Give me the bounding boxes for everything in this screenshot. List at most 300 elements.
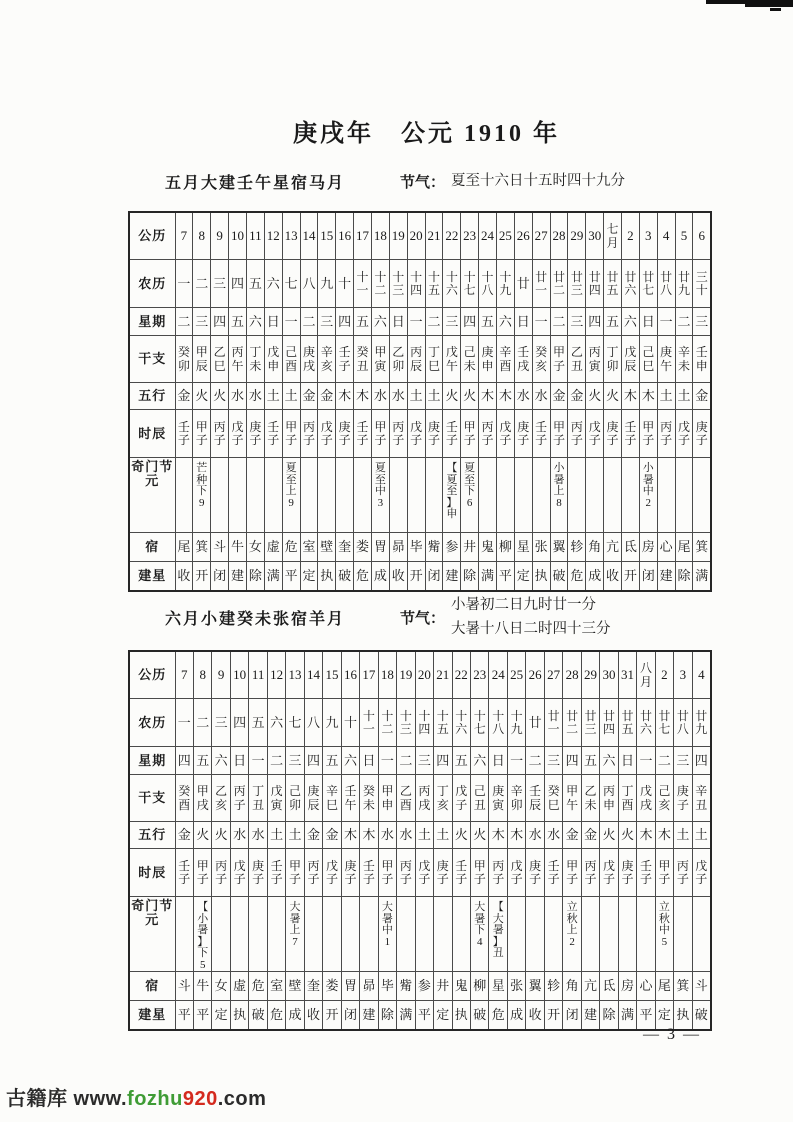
- cell-qimen: [655, 897, 673, 972]
- vertical-text: 丙 子: [570, 419, 583, 447]
- vertical-text: 廿 七: [642, 269, 655, 297]
- cell-ganzhi: [471, 775, 489, 822]
- jieqi-label-2: 节气：: [400, 611, 446, 628]
- cell-shichen: [434, 849, 452, 897]
- cell-nongli: [618, 699, 636, 747]
- row-ganzhi: [129, 336, 711, 383]
- cell-jianxing: 建: [360, 1001, 378, 1031]
- cell-ganzhi: [175, 336, 193, 383]
- cell-wuxing: 火: [452, 822, 470, 849]
- vertical-text: 壬 子: [445, 419, 458, 447]
- cell-jianxing: 定: [514, 562, 532, 592]
- cell-xingqi: 三: [693, 308, 711, 336]
- cell-ganzhi: [323, 775, 341, 822]
- cell-wuxing: 火: [193, 383, 211, 410]
- vertical-text: 十 九: [510, 708, 523, 736]
- row-label-ganzhi: 干支: [129, 775, 175, 822]
- cell-wuxing: 土: [286, 822, 304, 849]
- cell-ganzhi: [532, 336, 550, 383]
- cell-xingqi: 六: [496, 308, 514, 336]
- vertical-text: 庚 子: [427, 419, 440, 447]
- cell-qimen: [246, 458, 264, 533]
- cell-gongli: 8: [193, 651, 211, 699]
- vertical-text: 丙 寅: [588, 345, 601, 373]
- cell-jianxing: 开: [621, 562, 639, 592]
- vertical-text: 丙 子: [302, 419, 315, 447]
- cell-xingqi: 二: [526, 747, 544, 775]
- vertical-text: 庚 戌: [302, 345, 315, 373]
- vertical-text: 丁 未: [249, 345, 262, 373]
- cell-wuxing: 金: [304, 822, 322, 849]
- cell-shichen: [211, 410, 229, 458]
- cell-gongli: 30: [586, 212, 604, 260]
- cell-shichen: [568, 410, 586, 458]
- vertical-text: 庚 寅: [492, 784, 505, 812]
- cell-nongli: [354, 260, 372, 308]
- cell-wuxing: 土: [267, 822, 285, 849]
- cell-xingqi: 日: [639, 308, 657, 336]
- vertical-text: 丁 亥: [436, 784, 449, 812]
- vertical-text: 庚 子: [436, 858, 449, 886]
- cell-ganzhi: [479, 336, 497, 383]
- cell-shichen: [336, 410, 354, 458]
- cell-gongli: 18: [378, 651, 396, 699]
- cell-shichen: [249, 849, 267, 897]
- cell-qimen: [407, 458, 425, 533]
- cell-jianxing: 危: [489, 1001, 507, 1031]
- cell-gongli: 27: [544, 651, 562, 699]
- vertical-text: 庚 辰: [307, 784, 320, 812]
- row-wuxing: [129, 822, 711, 849]
- cell-nongli: [563, 699, 581, 747]
- vertical-text: 丁 卯: [606, 345, 619, 373]
- vertical-text: 庚 子: [252, 858, 265, 886]
- cell-wuxing: 木: [479, 383, 497, 410]
- cell-gongli: 31: [618, 651, 636, 699]
- cell-xingqi: 五: [193, 747, 211, 775]
- cell-shichen: [264, 410, 282, 458]
- vertical-text: 戊 子: [603, 858, 616, 886]
- cell-jianxing: 执: [452, 1001, 470, 1031]
- vertical-text: 壬 子: [270, 858, 283, 886]
- vertical-text: 己 丑: [473, 784, 486, 812]
- vertical-text: 十 四: [418, 708, 431, 736]
- cell-gongli: 7: [175, 651, 193, 699]
- cell-gongli: 28: [563, 651, 581, 699]
- cell-xiu: 轸: [568, 533, 586, 562]
- cell-jianxing: 破: [692, 1001, 711, 1031]
- vertical-text: 甲 子: [552, 345, 565, 373]
- vertical-text: 戊 子: [231, 419, 244, 447]
- cell-xingqi: 六: [600, 747, 618, 775]
- cell-shichen: [693, 410, 711, 458]
- cell-xingqi: 一: [407, 308, 425, 336]
- cell-ganzhi: [526, 775, 544, 822]
- vertical-text: 廿 三: [584, 708, 597, 736]
- vertical-text: 丙 申: [603, 784, 616, 812]
- cell-shichen: [341, 849, 359, 897]
- cell-qimen: [604, 458, 622, 533]
- cell-wuxing: 金: [300, 383, 318, 410]
- cell-wuxing: 土: [657, 383, 675, 410]
- cell-xingqi: 六: [471, 747, 489, 775]
- cell-gongli: 17: [360, 651, 378, 699]
- month-caption-1: 五月大建壬午星宿马月: [165, 175, 346, 193]
- cell-qimen: [389, 458, 407, 533]
- cell-ganzhi: [175, 775, 193, 822]
- cell-nongli: [397, 699, 415, 747]
- cell-xingqi: 二: [550, 308, 568, 336]
- cell-xingqi: 日: [360, 747, 378, 775]
- cell-ganzhi: [639, 336, 657, 383]
- cell-xiu: 毕: [407, 533, 425, 562]
- vertical-text: 癸 卯: [177, 345, 190, 373]
- cell-gongli: 6: [693, 212, 711, 260]
- cell-ganzhi: [282, 336, 300, 383]
- cell-xiu: 轸: [544, 972, 562, 1001]
- cell-wuxing: 土: [415, 822, 433, 849]
- cell-qimen: [550, 458, 568, 533]
- cell-shichen: [175, 410, 193, 458]
- cell-gongli: 20: [415, 651, 433, 699]
- cell-qimen: [378, 897, 396, 972]
- cell-shichen: [655, 849, 673, 897]
- cell-jianxing: 收: [389, 562, 407, 592]
- vertical-text: 丙 子: [492, 858, 505, 886]
- cell-shichen: [286, 849, 304, 897]
- vertical-text: 丙 辰: [410, 345, 423, 373]
- cell-jianxing: 满: [479, 562, 497, 592]
- cell-gongli: 12: [267, 651, 285, 699]
- row-label-xiu: 宿: [129, 533, 175, 562]
- row-xingqi: [129, 308, 711, 336]
- cell-xingqi: 四: [175, 747, 193, 775]
- cell-xiu: 翼: [550, 533, 568, 562]
- row-label-jianxing: 建星: [129, 562, 175, 592]
- vertical-text: 壬 子: [639, 858, 652, 886]
- row-label-qimen: 奇门节元: [129, 458, 175, 533]
- cell-xingqi: 五: [479, 308, 497, 336]
- cell-nongli: [360, 699, 378, 747]
- vertical-text: 廿 一: [535, 269, 548, 297]
- jieqi-label-1: 节气：: [400, 175, 446, 192]
- cell-shichen: [282, 410, 300, 458]
- vertical-text: 十 三: [392, 269, 405, 297]
- cell-ganzhi: [434, 775, 452, 822]
- cell-nongli: [655, 699, 673, 747]
- vertical-text: 壬 子: [535, 419, 548, 447]
- jieqi-block-2: [400, 594, 611, 642]
- vertical-text: 己 未: [463, 345, 476, 373]
- cell-shichen: [586, 410, 604, 458]
- cell-gongli: 11: [246, 212, 264, 260]
- cell-nongli: [532, 260, 550, 308]
- vertical-text: 戊 子: [455, 784, 468, 812]
- vertical-text: 丙 子: [676, 858, 689, 886]
- cell-wuxing: 水: [544, 822, 562, 849]
- cell-xiu: 危: [249, 972, 267, 1001]
- cell-nongli: [581, 699, 599, 747]
- vertical-text: 十 八: [481, 269, 494, 297]
- cell-ganzhi: [300, 336, 318, 383]
- cell-xiu: 心: [637, 972, 655, 1001]
- vertical-text: 壬 申: [695, 345, 708, 373]
- cell-nongli: 六: [267, 699, 285, 747]
- cell-shichen: [229, 410, 247, 458]
- cell-xingqi: 一: [282, 308, 300, 336]
- cell-jianxing: 平: [282, 562, 300, 592]
- cell-shichen: [604, 410, 622, 458]
- cell-shichen: [496, 410, 514, 458]
- cell-xingqi: 四: [211, 308, 229, 336]
- cell-xiu: 虚: [264, 533, 282, 562]
- cell-jianxing: 危: [267, 1001, 285, 1031]
- cell-nongli: [692, 699, 711, 747]
- row-shichen: [129, 849, 711, 897]
- cell-wuxing: 金: [563, 822, 581, 849]
- cell-xingqi: 三: [674, 747, 692, 775]
- cell-ganzhi: [360, 775, 378, 822]
- cell-gongli: 7: [175, 212, 193, 260]
- cell-nongli: [425, 260, 443, 308]
- vertical-text: 甲 子: [642, 419, 655, 447]
- watermark-prefix: 古籍库 www.: [6, 1088, 128, 1110]
- cell-gongli: 2: [621, 212, 639, 260]
- cell-xingqi: 四: [434, 747, 452, 775]
- cell-ganzhi: [514, 336, 532, 383]
- cell-qimen: [249, 897, 267, 972]
- cell-jianxing: 定: [212, 1001, 230, 1031]
- cell-qimen: [434, 897, 452, 972]
- cell-xingqi: 四: [692, 747, 711, 775]
- cell-wuxing: 金: [323, 822, 341, 849]
- cell-nongli: 八: [300, 260, 318, 308]
- cell-xiu: 室: [300, 533, 318, 562]
- vertical-text: 辛 未: [677, 345, 690, 373]
- cell-qimen: [175, 458, 193, 533]
- cell-ganzhi: [407, 336, 425, 383]
- cell-qimen: [507, 897, 525, 972]
- cell-jianxing: 闭: [425, 562, 443, 592]
- cell-xingqi: 日: [618, 747, 636, 775]
- calendar-table-month6: [128, 650, 712, 1031]
- cell-shichen: [397, 849, 415, 897]
- cell-ganzhi: [600, 775, 618, 822]
- cell-shichen: [193, 410, 211, 458]
- cell-wuxing: 水: [371, 383, 389, 410]
- cell-nongli: [600, 699, 618, 747]
- cell-ganzhi: [563, 775, 581, 822]
- cell-xiu: 翼: [526, 972, 544, 1001]
- vertical-text: 庚 子: [606, 419, 619, 447]
- cell-shichen: [360, 849, 378, 897]
- cell-xingqi: 五: [604, 308, 622, 336]
- vertical-text: 辛 丑: [695, 784, 708, 812]
- vertical-text: 甲 子: [195, 419, 208, 447]
- cell-ganzhi: [249, 775, 267, 822]
- vertical-text: 甲 子: [463, 419, 476, 447]
- vertical-text: 辛 巳: [325, 784, 338, 812]
- cell-qimen: [323, 897, 341, 972]
- cell-nongli: [434, 699, 452, 747]
- cell-wuxing: 火: [471, 822, 489, 849]
- cell-xiu: 斗: [211, 533, 229, 562]
- cell-gongli: 29: [581, 651, 599, 699]
- cell-qimen: [282, 458, 300, 533]
- cell-wuxing: 火: [604, 383, 622, 410]
- vertical-text: 壬 子: [267, 419, 280, 447]
- vertical-text: 廿 八: [660, 269, 673, 297]
- vertical-text: 丙 戌: [418, 784, 431, 812]
- cell-gongli: 19: [397, 651, 415, 699]
- cell-xingqi: 日: [489, 747, 507, 775]
- vertical-text: 己 酉: [285, 345, 298, 373]
- cell-jianxing: 收: [604, 562, 622, 592]
- cell-xiu: 张: [532, 533, 550, 562]
- cell-xiu: 斗: [692, 972, 711, 1001]
- cell-xiu: 箕: [693, 533, 711, 562]
- cell-xiu: 尾: [675, 533, 693, 562]
- cell-ganzhi: [193, 336, 211, 383]
- cell-xiu: 参: [443, 533, 461, 562]
- vertical-text: 乙 丑: [570, 345, 583, 373]
- watermark-suffix: .com: [217, 1088, 267, 1110]
- vertical-text: 壬 子: [356, 419, 369, 447]
- row-shichen: [129, 410, 711, 458]
- scan-artifact: [770, 8, 781, 11]
- jieqi-line: 大暑十八日二时四十三分: [451, 620, 611, 637]
- cell-gongli: 28: [550, 212, 568, 260]
- vertical-text: 癸 酉: [178, 784, 191, 812]
- vertical-text: 壬 子: [177, 419, 190, 447]
- cell-xingqi: 五: [581, 747, 599, 775]
- cell-xingqi: 一: [378, 747, 396, 775]
- cell-jianxing: 开: [323, 1001, 341, 1031]
- cell-jianxing: 成: [286, 1001, 304, 1031]
- cell-ganzhi: [507, 775, 525, 822]
- cell-shichen: [675, 410, 693, 458]
- vertical-text: 壬 子: [178, 858, 191, 886]
- cell-xingqi: 四: [336, 308, 354, 336]
- cell-ganzhi: [675, 336, 693, 383]
- vertical-text: 丁 酉: [621, 784, 634, 812]
- page-number: — 3 —: [643, 1026, 701, 1043]
- cell-ganzhi: [443, 336, 461, 383]
- vertical-text: 十 三: [399, 708, 412, 736]
- cell-ganzhi: [229, 336, 247, 383]
- cell-jianxing: 建: [581, 1001, 599, 1031]
- cell-nongli: 三: [212, 699, 230, 747]
- vertical-text: 甲 寅: [374, 345, 387, 373]
- cell-nongli: [586, 260, 604, 308]
- cell-qimen: [452, 897, 470, 972]
- cell-qimen: [415, 897, 433, 972]
- cell-qimen: [211, 458, 229, 533]
- vertical-text: 十 七: [473, 708, 486, 736]
- cell-qimen: [479, 458, 497, 533]
- cell-xingqi: 六: [621, 308, 639, 336]
- vertical-text: 戊 子: [410, 419, 423, 447]
- cell-ganzhi: [657, 336, 675, 383]
- cell-xiu: 觜: [397, 972, 415, 1001]
- cell-xingqi: 日: [264, 308, 282, 336]
- cell-jianxing: 平: [637, 1001, 655, 1031]
- cell-gongli: 15: [318, 212, 336, 260]
- row-label-ganzhi: 干支: [129, 336, 175, 383]
- vertical-text: 甲 子: [552, 419, 565, 447]
- cell-shichen: [246, 410, 264, 458]
- watermark-green: fozhu: [127, 1088, 183, 1110]
- vertical-text: 戊 子: [499, 419, 512, 447]
- cell-xiu: 壁: [286, 972, 304, 1001]
- cell-wuxing: 水: [249, 822, 267, 849]
- row-qimen: [129, 897, 711, 972]
- cell-jianxing: 闭: [341, 1001, 359, 1031]
- cell-jianxing: 成: [507, 1001, 525, 1031]
- cell-wuxing: 土: [282, 383, 300, 410]
- cell-jianxing: 破: [249, 1001, 267, 1031]
- vertical-text: 廿 五: [606, 269, 619, 297]
- cell-nongli: 九: [318, 260, 336, 308]
- cell-wuxing: 木: [489, 822, 507, 849]
- cell-qimen: [230, 897, 248, 972]
- cell-jianxing: 闭: [563, 1001, 581, 1031]
- cell-xingqi: 二: [267, 747, 285, 775]
- cell-nongli: [452, 699, 470, 747]
- vertical-text: 大 暑 下 4: [474, 901, 486, 948]
- vertical-text: 芒 种 下 9: [196, 462, 208, 509]
- cell-jianxing: 平: [175, 1001, 193, 1031]
- vertical-text: 辛 卯: [510, 784, 523, 812]
- cell-xingqi: 二: [175, 308, 193, 336]
- cell-gongli: 15: [323, 651, 341, 699]
- cell-shichen: [544, 849, 562, 897]
- cell-ganzhi: [550, 336, 568, 383]
- cell-wuxing: 火: [212, 822, 230, 849]
- cell-qimen: [461, 458, 479, 533]
- cell-xiu: 鬼: [452, 972, 470, 1001]
- cell-xiu: 房: [618, 972, 636, 1001]
- cell-nongli: [639, 260, 657, 308]
- cell-ganzhi: [378, 775, 396, 822]
- vertical-text: 戊 寅: [270, 784, 283, 812]
- vertical-text: 八 月: [639, 661, 652, 689]
- cell-gongli: [637, 651, 655, 699]
- cell-gongli: 12: [264, 212, 282, 260]
- vertical-text: 廿 四: [588, 269, 601, 297]
- month-caption-2: 六月小建癸未张宿羊月: [165, 611, 346, 629]
- row-gongli: [129, 212, 711, 260]
- vertical-text: 癸 丑: [356, 345, 369, 373]
- vertical-text: 十 五: [427, 269, 440, 297]
- cell-ganzhi: [581, 775, 599, 822]
- cell-xingqi: 四: [563, 747, 581, 775]
- vertical-text: 壬 子: [338, 345, 351, 373]
- cell-xiu: 箕: [193, 533, 211, 562]
- cell-qimen: [193, 897, 211, 972]
- cell-jianxing: 成: [586, 562, 604, 592]
- vertical-text: 癸 巳: [547, 784, 560, 812]
- jieqi-lines-1: [451, 170, 625, 194]
- cell-xingqi: 二: [425, 308, 443, 336]
- cell-xiu: 角: [563, 972, 581, 1001]
- cell-wuxing: 金: [568, 383, 586, 410]
- cell-wuxing: 金: [693, 383, 711, 410]
- vertical-text: 十 七: [463, 269, 476, 297]
- cell-nongli: [378, 699, 396, 747]
- cell-wuxing: 火: [600, 822, 618, 849]
- vertical-text: 十 四: [410, 269, 423, 297]
